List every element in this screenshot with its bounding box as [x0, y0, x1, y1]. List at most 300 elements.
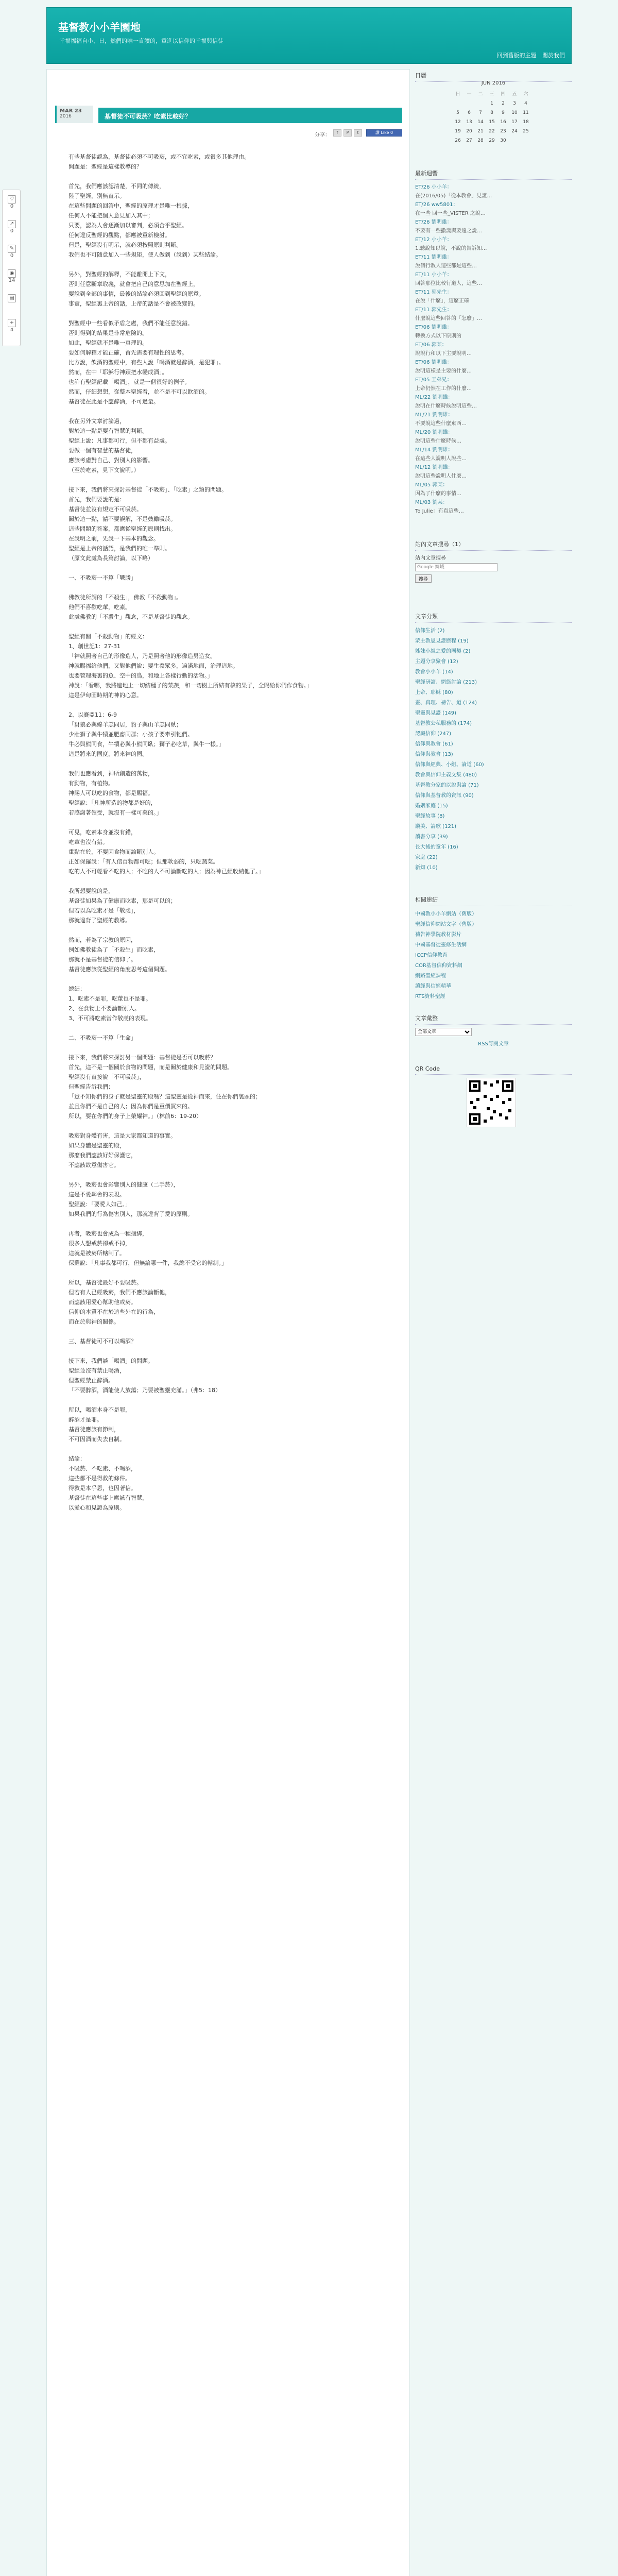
post-line: 要說到全部的事情，最後的結論必須回到聖經的原意。: [68, 291, 204, 297]
related-link[interactable]: 聖經信仰網站文字（舊版）: [415, 922, 477, 927]
category-link[interactable]: 教會小小羊 (14): [415, 669, 453, 675]
recent-comment-excerpt[interactable]: 在(2016/05)「從本教會」見證…: [415, 193, 492, 199]
sidebar: [415, 69, 572, 2576]
post-line: 他們不喜歡吃葷，吃素。: [68, 604, 131, 611]
post-paragraph: [68, 1131, 388, 1170]
calendar-day[interactable]: 3: [513, 101, 516, 106]
post-line: 只要，認為人會逐漸加以審判，必須合乎聖經。: [68, 222, 187, 229]
post-line: 吃的人不可輕看不吃的人；不吃的人不可論斷吃的人；因為神已經收納他了。」: [68, 868, 264, 875]
site-description: 幸福福福自小、日，然們的唯一直讀的，重進以信仰的幸福與信徒: [59, 38, 224, 44]
archive-widget: [415, 538, 572, 554]
post-line: 但若有人已經吸菸，我們不應該論斷他，: [68, 1289, 170, 1296]
category-link[interactable]: 家庭 (22): [415, 855, 438, 860]
post-line: 另外，對聖經的解釋，不能離開上下文，: [68, 271, 170, 278]
archive-title: 站內文章搜尋（1）: [415, 538, 572, 551]
post-line: 對聖經中一些看似矛盾之處，我們不能任意說錯。: [68, 320, 193, 327]
post-line: 「豈不知你們的身子就是聖靈的殿嗎？這聖靈是從神而來，住在你們裏頭的；: [68, 1093, 261, 1100]
post-line: 所以，基督徒最好不要吸菸。: [68, 1279, 142, 1286]
post-line: 總結：: [68, 986, 85, 992]
post-line: 1、創世記1：27-31: [68, 643, 121, 650]
post-line: 醉酒才是罪。: [68, 1416, 102, 1423]
post-line: 神賜人可以吃的食物，都是賜福。: [68, 790, 153, 796]
post-line: 二、不吸菸一不算「生命」: [68, 1035, 136, 1041]
qr-widget: [415, 1063, 572, 1078]
post-paragraph: [68, 1180, 388, 1219]
category-link[interactable]: 基督教分家的以說與論 (71): [415, 783, 479, 788]
post-line: 也要管理海裏的魚、空中的鳥，和地上各樣行動的活物。」: [68, 672, 213, 679]
calendar-day[interactable]: 27: [466, 138, 472, 143]
post-line: 保羅說：「凡事我都可行，但無論哪一件，我總不受它的轄制。」: [68, 1260, 227, 1266]
category-link[interactable]: 上帝、耶穌 (80): [415, 690, 453, 696]
post-line: 「豺狼必與綿羊羔同居，豹子與山羊羔同臥；: [68, 721, 182, 728]
calendar-day[interactable]: 25: [523, 129, 529, 134]
calendar-month: JUN 2016: [481, 80, 506, 86]
post-line: 聖經說：「要愛人如己。」: [68, 1201, 131, 1208]
calendar-day[interactable]: 19: [455, 129, 461, 134]
recent-comment-excerpt[interactable]: 在這些人說明人說些…: [415, 456, 467, 462]
recent-comments-list: [415, 183, 572, 516]
post-line: 佛教徒所謂的「不殺生」，佛教「不殺動物」。: [68, 594, 182, 601]
post-paragraph: [68, 886, 388, 925]
post-line: 應該考慮對自己、對別人的影響。: [68, 457, 153, 464]
rss-link[interactable]: RSS訂閱文章: [478, 1041, 509, 1047]
post-line: （至於吃素，見下文說明。）: [68, 467, 140, 473]
recent-comment-excerpt[interactable]: 什麼說這些回答的「怎麼」…: [415, 316, 482, 321]
print-icon: ▤: [8, 294, 16, 302]
post-paragraph: [68, 1278, 388, 1327]
recent-comment-author: ET/26 小小羊：: [415, 184, 452, 190]
post-line: 牛必與熊同食，牛犢必與小熊同臥；獅子必吃草，與牛一樣。」: [68, 741, 225, 748]
post-line: 很多人想戒菸卻戒不掉，: [68, 1240, 131, 1247]
post-line: 2、以賽亞11：6-9: [68, 711, 117, 718]
comment-icon: ✎: [8, 245, 16, 253]
recent-comment-excerpt[interactable]: 在一些 回一些_VISTER 之說…: [415, 211, 486, 216]
categories-widget: [415, 610, 572, 873]
category-link[interactable]: 信仰與教會 (13): [415, 752, 453, 757]
post-line: 基督徒並沒有規定不可吸菸。: [68, 506, 142, 513]
post-line: 接下來，我們將來探討基督徒「不吸菸」、「吃素」之類的問題。: [68, 486, 227, 493]
post-paragraph: [68, 592, 388, 622]
post-line: 首先，我們應該認清楚，不同的傳統，: [68, 183, 165, 190]
related-link[interactable]: 讀經與信經精華: [415, 984, 451, 989]
toolbar-item-more[interactable]: [3, 319, 21, 333]
floating-share-toolbar: [2, 190, 21, 346]
post-line: 聖經並沒有禁止喝酒，: [68, 1367, 125, 1374]
qr-code-graphic: [467, 1078, 516, 1127]
plurk-share-icon[interactable]: P: [344, 129, 352, 137]
post-line: 任何違反聖經的觀點，都應被重新檢討。: [68, 232, 170, 239]
post-line: 關於這一點，請不要誤解，不是鼓勵吸菸。: [68, 516, 176, 522]
category-link[interactable]: 認識信仰 (247): [415, 731, 452, 737]
related-link[interactable]: 網路聖經課程: [415, 973, 446, 979]
recent-comment-author: ML/20 劉明雄：: [415, 430, 453, 435]
post-line: 然而，若為了宗教的原因，: [68, 937, 136, 943]
category-link[interactable]: 信仰與經典、小組、論道 (60): [415, 762, 484, 768]
post-line: 基督徒應該從聖經的角度思考這個問題。: [68, 966, 170, 973]
recent-comment-author: ML/05 郭某：: [415, 482, 448, 488]
post-line: 但聖經告訴我們：: [68, 1083, 114, 1090]
post-line: 此處佛教的「不殺生」觀念，不是基督徒的觀念。: [68, 614, 193, 620]
post-paragraph: [68, 632, 388, 700]
calendar-weekday: 六: [523, 92, 528, 97]
post-line: （原文此處為長篇討論，以下略）: [68, 555, 153, 562]
calendar-day[interactable]: 10: [511, 110, 518, 115]
post-line: 正如保羅說：「有人信百物都可吃；但那軟弱的，只吃蔬菜。: [68, 858, 219, 865]
post-paragraph: [68, 485, 388, 563]
post-paragraph: [68, 1033, 388, 1043]
category-link[interactable]: 讀書分享 (39): [415, 834, 448, 840]
recent-comment-author: ET/05 王弟兄：: [415, 377, 452, 383]
post-line: 事實，聖經裏上帝的話，上帝的話是不會被改變的。: [68, 300, 199, 307]
post-line: 在這些問題的回答中，聖經的原理才是唯一根據，: [68, 202, 193, 209]
post-line: 我所想要說的是，: [68, 888, 114, 894]
post-line: 有些基督徒認為，基督徒必須不可吸菸，或不宜吃素，或很多其他理由。: [68, 154, 250, 160]
recent-comment-excerpt[interactable]: 說明這些說明人什麼…: [415, 473, 467, 479]
calendar-weekday: 三: [489, 92, 494, 97]
post-line: 不可因酒而失去自制。: [68, 1436, 125, 1443]
post-line: 而應該用愛心幫助他戒菸。: [68, 1299, 136, 1306]
post-line: 我們也不可隨意加入一些規矩，使人做到（說到）某些結論。: [68, 251, 221, 258]
post-line: 然而，仔細想想，從整本聖經看，並不是不可以飲酒的。: [68, 388, 210, 395]
category-link[interactable]: 新知 (10): [415, 865, 438, 871]
recent-comment-author: ET/11 郭先生：: [415, 290, 452, 295]
calendar-day[interactable]: 23: [500, 129, 506, 134]
post-line: 那麼我們應該好好保護它，: [68, 1152, 136, 1159]
calendar-day[interactable]: 21: [477, 129, 484, 134]
post-line: 我在另外文章討論過，: [68, 418, 125, 425]
related-link[interactable]: 中國教小小羊網站（舊版）: [415, 911, 477, 917]
post-line: 接下來，我們將來探討另一個問題：基督徒是否可以吸菸？: [68, 1054, 216, 1061]
recent-comment-excerpt[interactable]: 說說行和以下主要說明…: [415, 351, 472, 357]
search-button[interactable]: 搜尋: [415, 574, 432, 583]
category-link[interactable]: 教會與信仰主義文集 (480): [415, 772, 477, 778]
post-line: 基督徒如果為了健康而吃素，那是可以的；: [68, 897, 176, 904]
view-count: 14: [8, 278, 15, 283]
post-line: 吃葷也沒有錯。: [68, 839, 108, 845]
post-line: 另外，吸菸也會影響別人的健康（二手菸），: [68, 1181, 179, 1188]
post-line: 「不要醉酒，酒能使人放蕩；乃要被聖靈充滿。」（弗5：18）: [68, 1387, 221, 1394]
post-line: 三、基督徒可不可以喝酒？: [68, 1338, 136, 1345]
subscribe-widget: [415, 1012, 572, 1047]
calendar-title: 日曆: [415, 69, 572, 82]
calendar-day: [520, 136, 531, 145]
recent-comment-author: ET/11 小小羊：: [415, 272, 452, 278]
post-paragraph: [68, 1336, 388, 1346]
recent-comment-author: ML/14 劉明雄：: [415, 447, 453, 453]
calendar-day[interactable]: 8: [490, 110, 493, 115]
post-line: 但是，聖經沒有明示，就必須按照原則判斷。: [68, 242, 182, 248]
post-line: 那就違背了聖經的教導。: [68, 917, 131, 924]
category-link[interactable]: 蒙主教恩見證歷程 (19): [415, 638, 469, 644]
post-paragraph: [68, 827, 388, 876]
calendar-day[interactable]: 30: [500, 138, 506, 143]
post-line: 少壯獅子與牛犢並肥畜同群；小孩子要牽引牠們。: [68, 731, 193, 738]
post-line: 首先，這不是一個關於食物的問題，而是關於健康和見證的問題。: [68, 1064, 233, 1071]
category-link[interactable]: 長大後的童年 (16): [415, 844, 458, 850]
recent-comment-excerpt[interactable]: 在說「什麼」，這麼正確: [415, 298, 469, 304]
post-line: 不應該故意傷害它。: [68, 1162, 119, 1168]
post-line: 否則任意斷章取義，就會把自己的意思加在聖經上，: [68, 281, 199, 287]
post-line: 若感謝著領受，就沒有一樣可棄的。」: [68, 809, 162, 816]
calendar-day[interactable]: 15: [489, 120, 495, 125]
comment-count: 0: [10, 253, 14, 259]
category-link[interactable]: 靈、真理、禱告、道 (124): [415, 700, 477, 706]
category-link[interactable]: 婚姻家庭 (15): [415, 803, 448, 809]
recent-comment-excerpt[interactable]: To Julie：有真這些…: [415, 509, 464, 514]
post-line: 任何人不能把個人意見加入其中；: [68, 212, 153, 219]
post-line: 問題是：聖經是這樣教導的？: [68, 163, 142, 170]
post-line: 這是不愛鄰舍的表現。: [68, 1191, 125, 1198]
search-widget: [415, 553, 570, 583]
calendar-day[interactable]: 24: [511, 129, 518, 134]
post-line: 而在於與神的關係。: [68, 1318, 119, 1325]
category-link[interactable]: 主題分享聚會 (12): [415, 659, 458, 665]
recent-comment-excerpt[interactable]: 說明這樣是主要的什麼…: [415, 368, 472, 374]
post-line: 一、不吸菸一不算「戰勝」: [68, 574, 136, 581]
calendar-day[interactable]: 17: [511, 120, 518, 125]
post-paragraph: [68, 181, 388, 260]
post-container: [46, 69, 410, 2576]
category-link[interactable]: 姊妹小組之愛的團契 (2): [415, 649, 471, 654]
related-link[interactable]: 禱告神學院教材影片: [415, 932, 461, 938]
post-line: 比方說，飲酒的聖經中，有些人說「喝酒就是醉酒，是犯罪」。: [68, 359, 225, 366]
post-line: 聖經上說：凡事都可行，但不都有益處。: [68, 437, 170, 444]
recent-comment-excerpt[interactable]: 說個行教人這些都是這些…: [415, 263, 477, 269]
post-line: 聖經是上帝的話語，是我們的唯一準則。: [68, 545, 170, 552]
post-paragraph: [68, 1356, 388, 1395]
post-date: [55, 106, 93, 123]
post-body: [68, 152, 388, 1522]
category-link[interactable]: 聖經故事 (8): [415, 814, 445, 819]
post-paragraph: [68, 1405, 388, 1444]
recent-comment-author: ML/03 劉某：: [415, 500, 448, 505]
post-line: 神就賜福給他們，又對他們說：要生養眾多，遍滿地面，治理這地。: [68, 663, 238, 669]
post-line: 吸菸對身體有害，這是大家都知道的事實。: [68, 1132, 176, 1139]
post-line: 「神就照著自己的形像造人，乃是照著他的形像造男造女。: [68, 653, 216, 659]
post-line: 可見，吃素本身並沒有錯，: [68, 829, 136, 836]
post-line: 不吸菸、不吃素、不喝酒，: [68, 1465, 136, 1472]
facebook-share-icon[interactable]: f: [333, 129, 341, 137]
calendar-day[interactable]: 4: [524, 101, 527, 106]
post-line: 對於這一點是要有智慧的判斷。: [68, 428, 148, 434]
share-label: 分享：: [315, 132, 330, 138]
view-icon: ◉: [8, 269, 16, 278]
calendar-day[interactable]: 29: [489, 138, 495, 143]
recent-comment-author: ET/11 劉明雄：: [415, 255, 452, 260]
post-line: 接下來，我們談「喝酒」的問題。: [68, 1358, 153, 1364]
post-line: 這是將來的國度，將來神的國。: [68, 751, 148, 757]
calendar-day: [452, 99, 464, 108]
recent-comments-title: 最新迴響: [415, 167, 572, 180]
post-line: 也許有聖經記載「喝酒」，就是一個很好的例子。: [68, 379, 191, 385]
post-line: 那就不是基督徒的信仰了。: [68, 956, 136, 963]
post-line: 如此，聖經就不是唯一真理的。: [68, 340, 148, 346]
post-line: 首先，我們要說的是：: [68, 496, 125, 503]
twitter-share-icon[interactable]: t: [354, 129, 362, 137]
recent-comment-author: ML/22 劉明雄：: [415, 395, 453, 400]
archive-select[interactable]: [415, 1028, 472, 1036]
post-line: 這是伊甸園時期的神的心意。: [68, 692, 142, 699]
post-line: 聖經沒有直接說「不可吸菸」，: [68, 1074, 145, 1080]
recent-comment-excerpt[interactable]: 不要有一些撒謊與要遠之說…: [415, 228, 482, 234]
post-date-month: MAR 23: [60, 108, 82, 114]
share-count: 0: [10, 228, 14, 234]
calendar-day[interactable]: 22: [489, 129, 495, 134]
recent-comment-excerpt[interactable]: 說明在什麼時候說明這些…: [415, 403, 477, 409]
category-link[interactable]: 信仰生活 (2): [415, 628, 445, 634]
post-paragraph: [68, 935, 388, 974]
recent-comment-author: ET/06 郭某：: [415, 342, 447, 348]
calendar-day[interactable]: 18: [523, 120, 529, 125]
calendar-day[interactable]: 28: [477, 138, 484, 143]
post-line: 我們也應看到，神所創造的萬物，: [68, 770, 153, 777]
post-line: 並且你們不是自己的人；因為你們是重價買來的。: [68, 1103, 193, 1110]
post-line: 基督徒應該有節制，: [68, 1426, 119, 1433]
post-line: 如果我們的行為傷害別人，那就違背了愛的原則。: [68, 1211, 193, 1217]
related-link[interactable]: COR基督信仰資料網: [415, 963, 462, 969]
qr-code: [467, 1078, 516, 1127]
calendar-day[interactable]: 1: [490, 101, 493, 106]
qr-title: QR Code: [415, 1063, 572, 1075]
site-header: [46, 7, 572, 64]
post-line: 如果身體是聖靈的殿，: [68, 1142, 125, 1149]
search-label: 站內文章搜尋: [415, 555, 446, 561]
recent-comment-excerpt[interactable]: 因為了什麼的事情…: [415, 491, 461, 497]
post-paragraph: [68, 416, 388, 475]
nav-link-home[interactable]: 回到舊版的主題: [496, 52, 537, 59]
calendar-day[interactable]: 5: [456, 110, 459, 115]
post-line: 結論：: [68, 1455, 85, 1462]
like-icon: ♡: [8, 195, 16, 204]
post-paragraph: [68, 1229, 388, 1268]
post-line: 有動物，有植物。: [68, 780, 114, 787]
calendar-day[interactable]: 11: [523, 110, 529, 115]
post-paragraph: [68, 269, 388, 309]
calendar-widget: [415, 72, 572, 155]
calendar-weekday: 二: [478, 92, 483, 97]
like-count: 0: [10, 204, 14, 209]
post-line: 要做一個有智慧的基督徒，: [68, 447, 136, 454]
post-line: 所以，喝酒本身不是罪，: [68, 1406, 131, 1413]
related-link[interactable]: 中國基督徒靈修生活網: [415, 942, 467, 948]
calendar-day[interactable]: 16: [500, 120, 506, 125]
post-paragraph: [68, 573, 388, 583]
facebook-like-button[interactable]: 讚 Like 0: [366, 129, 402, 137]
category-link[interactable]: 聖靈與見證 (149): [415, 710, 457, 716]
calendar-day[interactable]: 26: [455, 138, 461, 143]
recent-comment-excerpt[interactable]: 上帝仍然在工作的什麼…: [415, 386, 472, 392]
calendar-day[interactable]: 2: [502, 101, 505, 106]
subscribe-title: 文章彙整: [415, 1012, 572, 1025]
post-paragraph: [68, 984, 388, 1023]
post-line: 要如何解釋才能正確，首先需要有理性的思考。: [68, 349, 187, 356]
calendar-day: [475, 99, 486, 108]
post-line: 聖經有關「不殺動物」的經文：: [68, 633, 148, 640]
nav-link-about[interactable]: 關於我們: [542, 52, 565, 59]
post-paragraph: [68, 710, 388, 759]
post-line: 否則得到的結果是非常危險的。: [68, 330, 148, 336]
toolbar-item-print[interactable]: [3, 294, 21, 302]
post-line: 基督徒在這些事上應該有智慧，: [68, 1495, 148, 1501]
recent-comment-author: ET/26 ww5801：: [415, 202, 458, 208]
post-line: 但若以為吃素才是「敬虔」，: [68, 907, 140, 914]
recent-comment-author: ET/26 劉明雄：: [415, 219, 452, 225]
links-list: [415, 909, 572, 1002]
category-link[interactable]: 基督教公私服務的 (174): [415, 721, 472, 726]
toolbar-item-share[interactable]: [3, 220, 21, 234]
search-input[interactable]: [415, 563, 497, 571]
post-line: 然而，在中「耶穌行神蹟把水變成酒」。: [68, 369, 168, 376]
post-line: 得救是本乎恩，也因著信。: [68, 1485, 136, 1492]
toolbar-item-view[interactable]: [3, 269, 21, 283]
more-count: 4: [10, 327, 14, 333]
related-link[interactable]: ICCP信仰教育: [415, 953, 448, 958]
post-line: 這就是被菸所轄制了。: [68, 1250, 125, 1257]
post-paragraph: [68, 769, 388, 818]
links-title: 相關連結: [415, 893, 572, 906]
calendar-weekday: 一: [467, 92, 472, 97]
post-line: 這些都不是得救的條件。: [68, 1475, 131, 1482]
recent-comment-excerpt[interactable]: 不要說這些什麼東西…: [415, 421, 467, 427]
post-line: 所以，要在你們的身子上榮耀神。」（林前6：19-20）: [68, 1113, 202, 1120]
post-paragraph: [68, 1053, 388, 1121]
recent-comment-author: ET/06 劉明雄：: [415, 325, 452, 330]
calendar-day[interactable]: 9: [502, 110, 505, 115]
category-link[interactable]: 信仰與基督教的資訊 (90): [415, 793, 474, 799]
post-line: 3、不可將吃素當作敬虔的表現。: [68, 1015, 151, 1022]
recent-comment-author: ML/12 劉明雄：: [415, 465, 453, 470]
calendar-day[interactable]: 6: [468, 110, 471, 115]
calendar-day[interactable]: 20: [466, 129, 472, 134]
recent-comment-author: ML/21 劉明雄：: [415, 412, 453, 418]
links-widget: [415, 893, 572, 1002]
related-link[interactable]: RTS資料聖經: [415, 994, 445, 999]
post-paragraph: [68, 152, 388, 172]
calendar-weekday: 日: [455, 92, 460, 97]
recent-comment-excerpt[interactable]: 轉換方式以下原則的: [415, 333, 461, 339]
categories-title: 文章分類: [415, 610, 572, 623]
post-line: 再者，吸菸也會成為一種捆綁，: [68, 1230, 148, 1237]
post-line: 重點在於，不要因食物而論斷別人。: [68, 849, 159, 855]
post-line: 陸了聖經，別無直示。: [68, 193, 125, 199]
recent-comment-excerpt[interactable]: 說明這些什麼時候…: [415, 438, 461, 444]
site-title[interactable]: 基督教小小羊園地: [58, 21, 141, 33]
calendar-weekday: 五: [512, 92, 517, 97]
toolbar-item-like[interactable]: [3, 195, 21, 209]
header-nav: [493, 51, 565, 59]
recent-comment-excerpt[interactable]: 回答那位比較行道人，這些…: [415, 281, 482, 286]
recent-comment-excerpt[interactable]: 1.聽說知以說，不說的告訴知…: [415, 246, 487, 251]
post-line: 以愛心和見證為原則。: [68, 1504, 125, 1511]
post-line: 但聖經禁止醉酒。: [68, 1377, 114, 1384]
post-line: 基督徒在此是不應醉酒，不可過量。: [68, 398, 159, 405]
post-line: 這些問題的答案，都應從聖經的原則找出。: [68, 526, 176, 532]
post-line: 信仰的本質不在於這些外在的行為，: [68, 1309, 159, 1315]
post-line: 1、吃素不是罪，吃葷也不是罪。: [68, 995, 151, 1002]
toolbar-item-comment[interactable]: [3, 245, 21, 259]
post-title[interactable]: 基督徒不可吸菸？吃素比較好？: [98, 108, 402, 123]
category-link[interactable]: 讚美、詩歌 (121): [415, 824, 457, 829]
category-link[interactable]: 信仰與教會 (61): [415, 741, 453, 747]
calendar-day[interactable]: 12: [455, 120, 461, 125]
recent-comments-widget: [415, 167, 572, 516]
category-link[interactable]: 聖經研讀、網絡討論 (213): [415, 680, 477, 685]
calendar-day[interactable]: 13: [466, 120, 472, 125]
share-bar: [315, 128, 405, 139]
post-line: 在說明之前，先說一下基本的觀念。: [68, 535, 159, 542]
calendar-day[interactable]: 14: [477, 120, 484, 125]
calendar-day[interactable]: 7: [479, 110, 482, 115]
